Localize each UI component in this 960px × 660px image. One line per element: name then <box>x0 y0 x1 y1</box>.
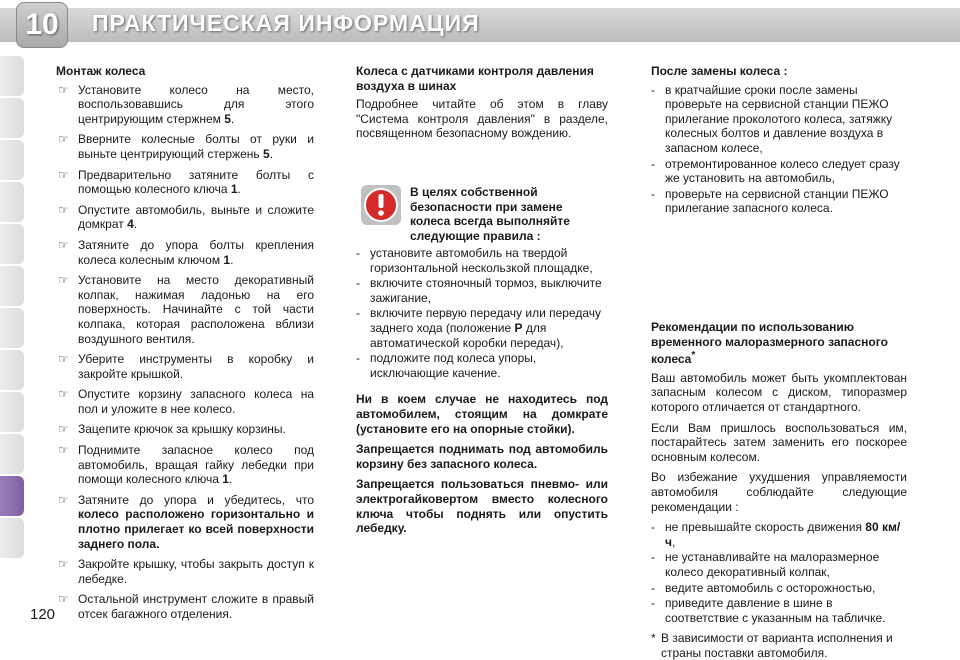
column-tpms-wheels <box>356 64 608 147</box>
chapter-tab[interactable] <box>0 518 24 558</box>
step-item <box>56 592 314 621</box>
item-text: не устанавливайте на малоразмерное колесо декоративный колпак, <box>665 550 880 579</box>
rule-item <box>356 246 608 275</box>
item-text: подложите под колеса упоры, исключающие качение. <box>370 351 537 380</box>
section-title: Колеса с датчиками контроля давления воздуха в шинах <box>356 64 594 93</box>
steps-list <box>56 83 314 622</box>
step-item <box>56 493 314 551</box>
rule-item <box>356 306 608 350</box>
item-text: проверьте на сервисной станции ПЕЖО прилегание запасного колеса. <box>665 186 889 216</box>
bullet-marker: ☞ <box>58 167 69 182</box>
bullet-marker: ☞ <box>58 443 69 458</box>
chapter-tab[interactable] <box>0 434 24 474</box>
bullet-marker: - <box>651 156 655 171</box>
recommendations-list <box>651 520 907 625</box>
item-text: . <box>269 146 274 161</box>
after-item <box>651 157 907 186</box>
step-item <box>56 443 314 487</box>
item-text: . <box>133 217 138 232</box>
spare-wheel-recommendations <box>651 320 907 660</box>
step-item <box>56 203 314 232</box>
item-text: Затяните до упора болты крепления колеса колесным ключом <box>78 237 314 267</box>
chapter-tab[interactable] <box>0 224 24 264</box>
chapter-tab[interactable] <box>0 350 24 390</box>
paragraph-3: Во избежание ухудшения управляемости автомобиля соблюдайте следующие рекомендации : <box>651 470 907 514</box>
page-number: 120 <box>30 606 56 623</box>
bullet-marker: ☞ <box>58 557 69 572</box>
item-text: ведите автомобиль с осторожностью, <box>665 580 876 595</box>
item-text: Установите колесо на место, воспользовавшись для этого центрирующим стержнем <box>78 82 314 126</box>
after-change-list <box>651 83 907 216</box>
bullet-marker: ☞ <box>58 237 69 252</box>
bullet-marker: - <box>651 580 655 595</box>
bullet-marker: - <box>356 351 360 366</box>
bullet-marker: - <box>651 186 655 201</box>
item-text: . <box>230 111 235 126</box>
step-bold: 5 <box>263 146 270 161</box>
footnote-text: В зависимости от варианта исполнения и страны поставки автомобиля. <box>661 631 893 660</box>
bullet-marker: - <box>651 82 655 97</box>
warning-bold-1: Ни в коем случае не находитесь под автомобилем, стоящим на домкрате (установите его на опорные стойки). <box>356 392 608 436</box>
item-text: включите стояночный тормоз, выключите зажигание, <box>370 276 602 305</box>
chapter-tab-active[interactable] <box>0 476 24 516</box>
step-bold: 4 <box>127 217 134 232</box>
column-after-change <box>651 64 907 217</box>
item-text: Вверните колесные болты от руки и выньте центрирующий стержень <box>78 132 314 161</box>
section-title: Монтаж колеса <box>56 64 146 78</box>
bullet-marker: - <box>651 520 655 535</box>
rule-item <box>356 351 608 380</box>
chapter-tab[interactable] <box>0 140 24 180</box>
bullet-marker: - <box>356 306 360 321</box>
bullet-marker: ☞ <box>58 592 69 607</box>
chapter-tab[interactable] <box>0 98 24 138</box>
item-text: . <box>230 252 234 267</box>
intro-paragraph: Подробнее читайте об этом в главу "Система контроля давления" в разделе, посвященном безопасному вождению. <box>356 97 608 141</box>
bullet-marker: ☞ <box>58 273 69 288</box>
item-text: Зацепите крючок за крышку корзины. <box>78 422 286 437</box>
chapter-tab[interactable] <box>0 392 24 432</box>
step-item <box>56 557 314 586</box>
bullet-marker: - <box>356 276 360 291</box>
step-bold: 5 <box>224 111 231 126</box>
bullet-marker: - <box>651 596 655 611</box>
item-text: Опустите корзину запасного колеса на пол и уложите в нее колесо. <box>78 387 314 416</box>
bullet-marker: ☞ <box>58 387 69 402</box>
after-item <box>651 187 907 216</box>
bullet-marker: - <box>651 550 655 565</box>
step-bold: 1 <box>230 182 238 197</box>
section-title-2: Рекомендации по использованию временного малоразмерного запасного колеса* <box>651 320 888 367</box>
item-text: в кратчайшие сроки после замены проверьте на сервисной станции ПЕЖО прилегание проколотого колеса, затяжку колесных болтов и давление воздуха в запасном колесе, <box>665 82 893 155</box>
footnote-mark: * <box>651 631 656 646</box>
bullet-marker: ☞ <box>58 202 69 217</box>
item-text: . <box>237 182 241 197</box>
item-text: включите первую передачу или передачу заднего хода (положение <box>370 306 602 335</box>
rec-bold: 80 км/ч <box>665 520 901 549</box>
paragraph-1: Ваш автомобиль может быть укомплектован запасным колесом с диском, типоразмер которого отличается от стандартного. <box>651 370 907 414</box>
after-item <box>651 83 907 156</box>
item-text: . <box>228 472 233 487</box>
rec-item <box>651 550 907 579</box>
item-text: Установите на место декоративный колпак, нажимая ладонью на его поверхность. Начинайте с той части колпака, которая расположена вблизи воздушного вентиля. <box>78 273 314 346</box>
step-item <box>56 422 314 437</box>
step-item <box>56 168 314 197</box>
warning-bold-2: Запрещается поднимать под автомобиль корзину без запасного колеса. <box>356 442 608 471</box>
rec-item <box>651 596 907 625</box>
footnote <box>651 631 907 660</box>
column-wheel-mounting <box>56 64 314 628</box>
warning-bold-3: Запрещается пользоваться пневмо- или электрогайковертом вместо колесного ключа чтобы поднять или опустить лебедку. <box>356 477 608 536</box>
item-text: Опустите автомобиль, выньте и сложите домкрат <box>78 202 314 232</box>
item-text: приведите давление в шине в соответствие с указанным на табличке. <box>665 596 886 625</box>
bullet-marker: ☞ <box>58 132 69 147</box>
safety-rules <box>356 246 608 542</box>
step-item <box>56 387 314 416</box>
bullet-marker: ☞ <box>58 352 69 367</box>
rule-bold: P <box>514 320 523 335</box>
rec-item <box>651 581 907 596</box>
chapter-tab[interactable] <box>0 308 24 348</box>
chapter-tabs <box>0 56 28 560</box>
chapter-number: 10 <box>16 2 68 48</box>
item-text: для автоматической коробки передач), <box>370 320 564 350</box>
step-item <box>56 132 314 161</box>
section-title: После замены колеса : <box>651 64 788 78</box>
page-header <box>0 0 960 50</box>
step-bold: 1 <box>222 472 229 487</box>
footnote-marker: * <box>691 350 696 362</box>
item-text: Поднимите запасное колесо под автомобиль, вращая гайку лебедки при помощи колесного ключа <box>78 443 314 487</box>
item-text: установите автомобиль на твердой горизонтальной нескользкой площадке, <box>370 246 593 275</box>
chapter-tab[interactable] <box>0 182 24 222</box>
item-text: отремонтированное колесо следует сразу же установить на автомобиль, <box>665 156 900 186</box>
bullet-marker: ☞ <box>58 422 69 437</box>
paragraph-2: Если Вам пришлось воспользоваться им, постарайтесь затем заменить его поскорее основным колесом. <box>651 420 907 464</box>
header-title: ПРАКТИЧЕСКАЯ ИНФОРМАЦИЯ <box>92 10 480 36</box>
step-bold: колесо расположено горизонтально и плотно прилегает ко всей поверхности заднего пола. <box>78 507 314 551</box>
chapter-tab[interactable] <box>0 266 24 306</box>
warning-icon <box>358 183 404 227</box>
item-text: Уберите инструменты в коробку и закройте крышкой. <box>78 352 314 381</box>
warning-text: В целях собственной безопасности при замене колеса всегда выполняйте следующие правила : <box>410 185 570 243</box>
bullet-marker: ☞ <box>58 492 69 507</box>
bullet-marker: - <box>356 246 360 260</box>
step-item <box>56 238 314 267</box>
rule-item <box>356 276 608 305</box>
step-item <box>56 352 314 381</box>
chapter-tab[interactable] <box>0 56 24 96</box>
rec-item <box>651 520 907 549</box>
item-text: не превышайте скорость движения <box>665 520 866 535</box>
step-item <box>56 83 314 127</box>
item-text: Остальной инструмент сложите в правый отсек багажного отделения. <box>78 592 314 621</box>
rules-list <box>356 246 608 380</box>
item-text: Предварительно затяните болты с помощью колесного ключа <box>78 167 314 197</box>
item-text: , <box>671 534 676 549</box>
step-item <box>56 273 314 346</box>
bullet-marker: ☞ <box>58 82 69 97</box>
item-text: Закройте крышку, чтобы закрыть доступ к лебедке. <box>78 557 314 586</box>
step-bold: 1 <box>223 252 231 267</box>
item-text: Затяните до упора и убедитесь, что <box>78 492 314 507</box>
